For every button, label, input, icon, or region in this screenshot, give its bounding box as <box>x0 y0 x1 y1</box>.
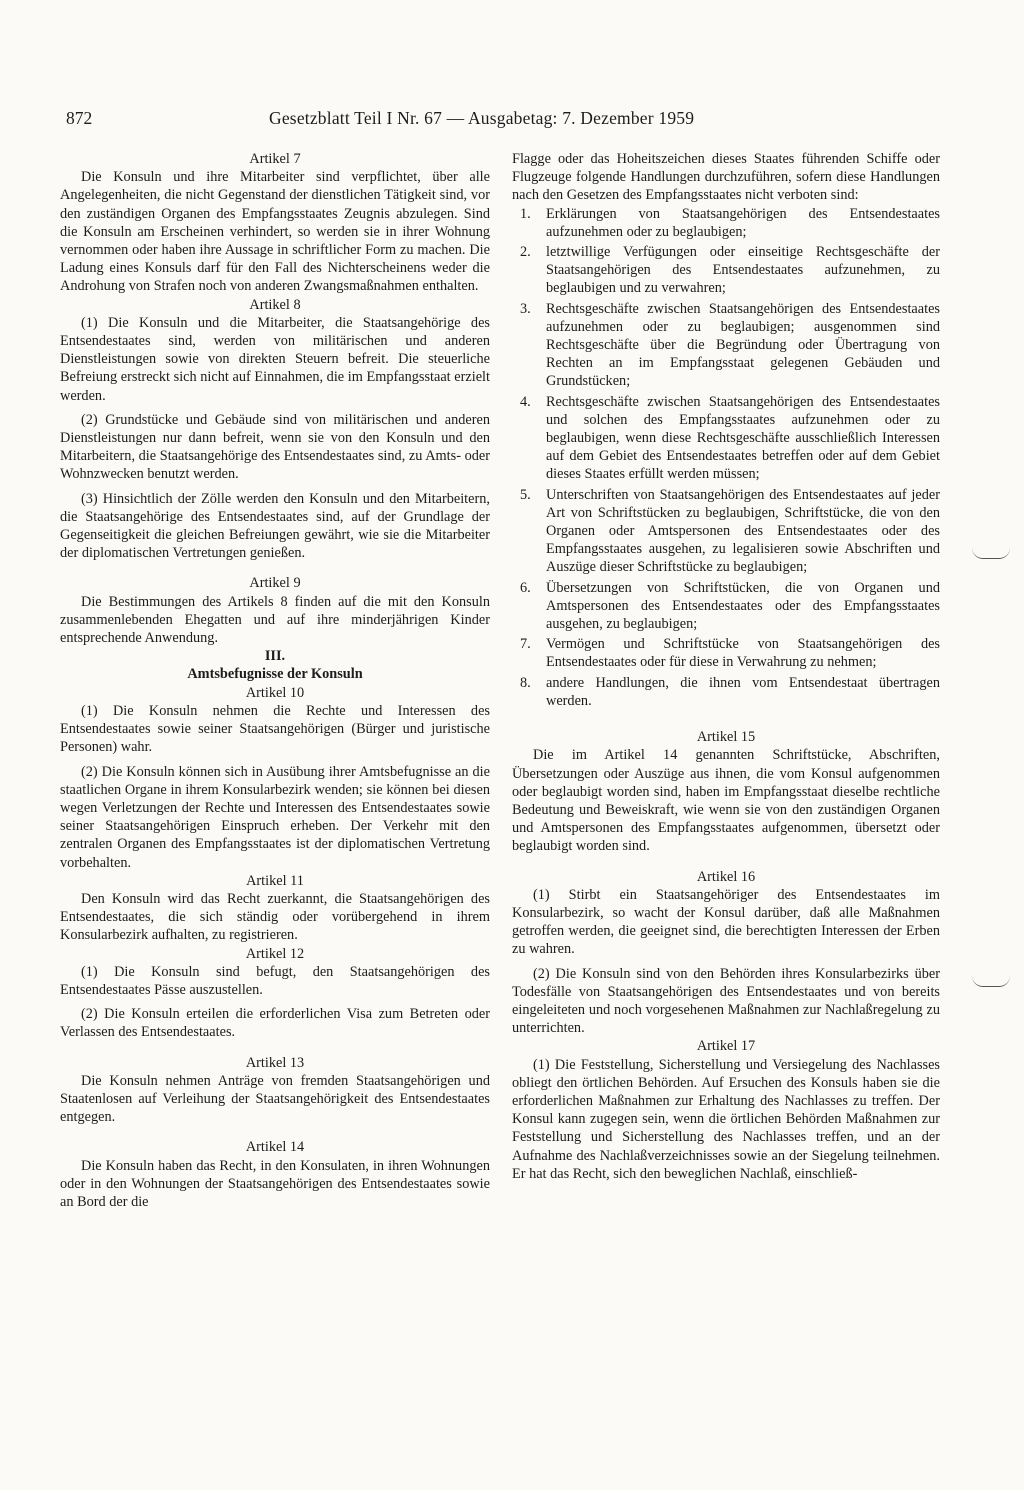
article-7-text: Die Konsuln und ihre Mitarbeiter sind verpflichtet, über alle Angelegenheiten, die nicht Gegenstand der dienstlichen Tätigkeit sind, vor den zuständigen Organen des Empfangsstaates Zeugnis abzulegen. Sind die Konsuln am Erscheinen verhindert, so werden sie in ihrer Wohnung vernommen oder haben ihre Aussage in schriftlicher Form zu machen. Die Ladung eines Konsuls darf für den Fall des Nichterscheinens weder die Androhung von Strafen noch von anderen Zwangsmaßnahmen enthalten. <box>60 169 490 295</box>
page-header <box>66 108 954 132</box>
list-item-text: andere Handlungen, die ihnen vom Entsendestaat übertragen werden. <box>546 674 940 709</box>
article-9-title: Artikel 9 <box>249 575 301 592</box>
list-item <box>512 635 940 671</box>
article-10-title: Artikel 10 <box>245 684 305 701</box>
list-item-number: 5. <box>520 486 531 503</box>
article-16-title: Artikel 16 <box>696 868 756 885</box>
article-16-para-2: (2) Die Konsuln sind von den Behörden ihres Konsularbezirks über Todesfälle von Staatsangehörigen des Entsendestaates und von bereits eingeleiteten und noch vorgesehenen Maßnahmen zur Nachlaßregelung zu unterrichten. <box>512 965 940 1037</box>
list-item <box>512 579 940 634</box>
list-item-number: 4. <box>520 393 531 410</box>
header-title: Gesetzblatt Teil I Nr. 67 — Ausgabetag: 7. Dezember 1959 <box>269 108 695 128</box>
list-item-number: 2. <box>520 244 531 261</box>
article-15-text: Die im Artikel 14 genannten Schriftstücke, Abschriften, Übersetzungen oder Auszüge aus ihnen, die vom Konsul aufgenommen oder beglaubigt worden sind, haben im Empfangsstaat dieselbe rechtliche Bedeutung und Beweiskraft, wie wenn sie von den zuständigen Organen und Amtspersonen des Empfangsstaates aufgenommen, übersetzt oder beglaubigt worden sind. <box>512 747 940 855</box>
list-item <box>512 205 940 241</box>
article-13-title: Artikel 13 <box>245 1054 305 1071</box>
article-14-continuation: Flagge oder das Hoheitszeichen dieses Staates führenden Schiffe oder Flugzeuge folgende Handlungen durchzuführen, sofern diese Handlungen nach den Gesetzen des Empfangsstaates nicht verboten sind: <box>512 151 940 204</box>
list-item-number: 8. <box>520 674 531 691</box>
list-item-text: Rechtsgeschäfte zwischen Staatsangehörigen des Entsendestaates und solchen des Empfangsstaates aufzunehmen oder zu beglaubigen, wenn diese Rechtsgeschäfte ausschließlich Interessen auf dem Gebiet des Entsendestaates betreffen oder auf dem Gebiet dieses Staates erfüllt werden müssen; <box>546 393 940 483</box>
article-16-para-1: (1) Stirbt ein Staatsangehöriger des Entsendestaates im Konsularbezirk, so wacht der Konsul darüber, daß alle Maßnahmen getroffen werden, die geeignet sind, die berechtigten Interessen der Erben zu wahren. <box>512 886 940 958</box>
list-item <box>512 486 940 577</box>
article-7-title: Artikel 7 <box>249 151 301 167</box>
list-item-number: 6. <box>520 579 531 596</box>
article-8-para-3: (3) Hinsichtlich der Zölle werden den Konsuln und den Mitarbeitern, die Staatsangehörige des Entsendestaates sind, auf der Grundlage der Gegenseitigkeit die gleichen Befreiungen gewährt, wie sie die Mitarbeiter der diplomatischen Vertretungen genießen. <box>60 490 490 562</box>
article-14-list <box>512 205 940 710</box>
article-17-text: (1) Die Feststellung, Sicherstellung und Versiegelung des Nachlasses obliegt den örtlichen Behörden. Auf Ersuchen des Konsuls haben sie die erforderlichen Maßnahmen zur Erhaltung des Nachlasses zu treffen. Der Konsul kann zugegen sein, wenn die örtlichen Behörden Maßnahmen zur Feststellung und Sicherstellung des Nachlasses treffen, und an der Aufnahme des Nachlaßverzeichnisses sowie an der Siegelung teilnehmen. Er hat das Recht, sich den beweglichen Nachlaß, einschließ- <box>512 1056 940 1182</box>
list-item-number: 3. <box>520 300 531 317</box>
list-item-text: Übersetzungen von Schriftstücken, die von Organen und Amtspersonen des Entsendestaates oder des Empfangsstaates ausgehen, zu beglaubigen; <box>546 579 940 633</box>
section-number: III. <box>264 648 286 665</box>
article-11-text: Den Konsuln wird das Recht zuerkannt, die Staatsangehörigen des Entsendestaates, die sich ständig oder vorübergehend in ihrem Konsularbezirk aufhalten, zu registrieren. <box>60 890 490 944</box>
article-11-title: Artikel 11 <box>246 872 304 889</box>
left-column <box>60 150 490 1211</box>
article-10-para-2: (2) Die Konsuln können sich in Ausübung ihrer Amtsbefugnisse an die staatlichen Organe in ihrem Konsularbezirk wenden; sie können bei diesen wegen Verletzungen der Rechte und Interessen des Entsendestaates sowie seiner Staatsangehörigen Einspruch erheben. Der Verkehr mit den zentralen Organen des Empfangsstaates ist der diplomatischen Vertretung vorbehalten. <box>60 763 490 871</box>
section-title: Amtsbefugnisse der Konsuln <box>187 666 363 683</box>
article-14-title: Artikel 14 <box>245 1139 305 1156</box>
article-13-text: Die Konsuln nehmen Anträge von fremden Staatsangehörigen und Staatenlosen auf Verleihung der Staatsangehörigkeit des Entsendestaates entgegen. <box>60 1072 490 1126</box>
list-item-number: 1. <box>520 205 531 222</box>
margin-mark <box>972 976 1010 987</box>
article-10-para-1: (1) Die Konsuln nehmen die Rechte und Interessen des Entsendestaates sowie seiner Staatsangehörigen (Bürger und juristische Personen) wahr. <box>60 702 490 756</box>
article-12-para-1: (1) Die Konsuln sind befugt, den Staatsangehörigen des Entsendestaates Pässe auszustellen. <box>60 963 490 998</box>
article-15-title: Artikel 15 <box>696 729 756 746</box>
article-12-para-2: (2) Die Konsuln erteilen die erforderlichen Visa zum Betreten oder Verlassen des Entsendestaates. <box>60 1006 490 1041</box>
list-item <box>512 393 940 484</box>
list-item <box>512 674 940 710</box>
article-8-para-2: (2) Grundstücke und Gebäude sind von militärischen und anderen Dienstleistungen nur dann befreit, wenn sie von den Konsuln und den Mitarbeitern, die Staatsangehörige des Entsendestaates sind, zu Amts- oder Wohnzwecken benutzt werden. <box>60 411 490 483</box>
right-column <box>512 150 940 1183</box>
list-item-text: Erklärungen von Staatsangehörigen des Entsendestaates aufzunehmen oder zu beglaubigen; <box>546 205 940 240</box>
margin-mark <box>972 548 1010 559</box>
page-number: 872 <box>66 108 93 128</box>
list-item-text: Vermögen und Schriftstücke von Staatsangehörigen des Entsendestaates oder für diese in Verwahrung zu nehmen; <box>546 636 940 671</box>
article-14-text: Die Konsuln haben das Recht, in den Konsulaten, in ihren Wohnungen oder in den Wohnungen der Staatsangehörigen des Entsendestaates sowie an Bord der die <box>60 1157 490 1210</box>
article-8-title: Artikel 8 <box>249 296 301 313</box>
list-item <box>512 243 940 298</box>
article-8-para-1: (1) Die Konsuln und die Mitarbeiter, die Staatsangehörige des Entsendestaates sind, werden von militärischen und anderen Dienstleistungen sowie von direkten Steuern befreit. Die steuerliche Befreiung erstreckt sich nicht auf Einnahmen, die im Empfangsstaat erzielt werden. <box>60 314 490 404</box>
article-9-text: Die Bestimmungen des Artikels 8 finden auf die mit den Konsuln zusammenlebenden Ehegatten und auf ihre minderjährigen Kinder entsprechende Anwendung. <box>60 593 490 647</box>
article-12-title: Artikel 12 <box>245 945 305 962</box>
list-item-text: letztwillige Verfügungen oder einseitige Rechtsgeschäfte der Staatsangehörigen des Entsendestaates aufzunehmen, zu beglaubigen und zu verwahren; <box>546 244 940 297</box>
list-item <box>512 300 940 391</box>
list-item-number: 7. <box>520 636 531 653</box>
article-17-title: Artikel 17 <box>696 1038 756 1055</box>
list-item-text: Rechtsgeschäfte zwischen Staatsangehörigen des Entsendestaates aufzunehmen oder zu beglaubigen; ausgenommen sind Rechtsgeschäfte über die Begründung oder Übertragung von Rechten an im Empfangsstaat gelegenen Gebäuden und Grundstücken; <box>546 300 940 390</box>
list-item-text: Unterschriften von Staatsangehörigen des Entsendestaates auf jeder Art von Schriftstücken zu beglaubigen, Schriftstücke, die von den Organen oder Amtspersonen des Entsendestaates oder des Empfangsstaates ausgehen, zu legalisieren sowie Abschriften und Auszüge dieser Schriftstücke zu beglaubigen; <box>546 486 940 576</box>
